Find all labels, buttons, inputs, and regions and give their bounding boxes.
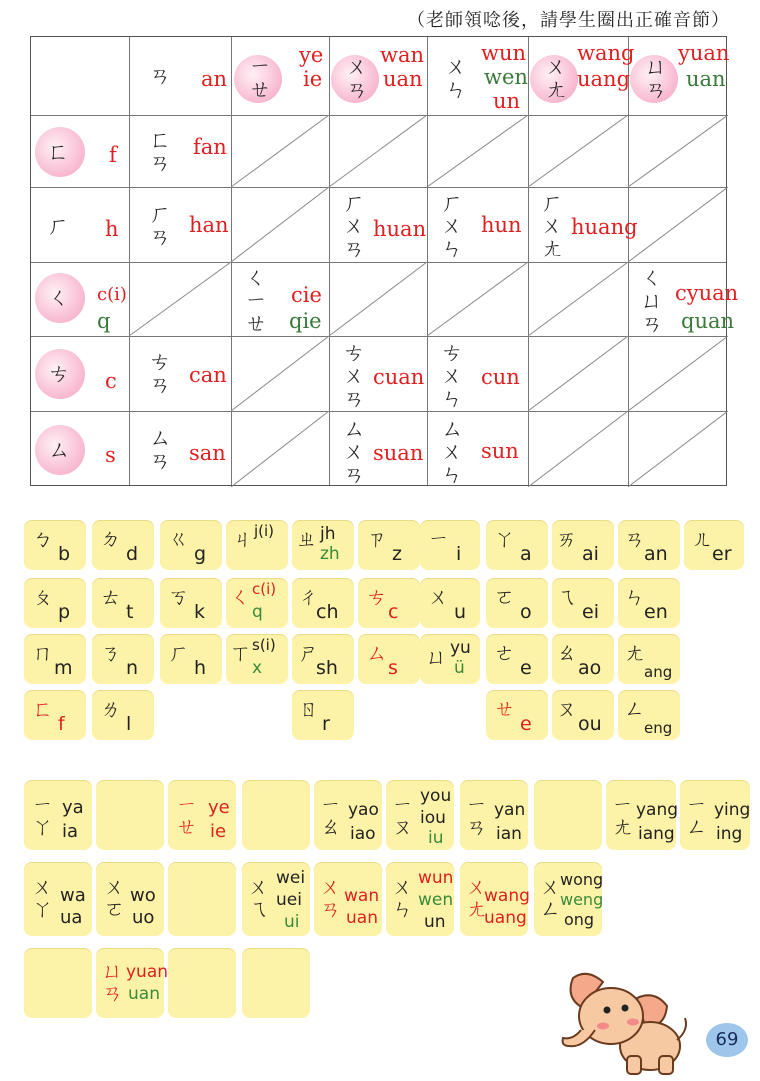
row-q-roman-1: c(i) <box>97 284 127 305</box>
card-yan[interactable] <box>460 780 528 850</box>
card-yao-bopomofo: ㄧㄠ <box>320 793 341 839</box>
header-ie-bopomofo: ㄧㄝ <box>249 55 272 103</box>
card-e[interactable] <box>486 634 548 684</box>
card-c-letter: c <box>388 601 399 623</box>
card-ai-letter: ai <box>582 543 599 565</box>
card-wa[interactable] <box>24 862 92 936</box>
card-q-letter-2: q <box>252 602 263 622</box>
card-er-letter: er <box>712 543 732 565</box>
card-ou-letter: ou <box>578 713 602 735</box>
card-g-bopomofo: ㄍ <box>168 527 189 551</box>
card-ang[interactable] <box>618 634 680 684</box>
card-ya[interactable] <box>24 780 92 850</box>
header-uan-bopomofo: ㄨㄢ <box>346 55 369 103</box>
blank-card[interactable] <box>242 780 310 850</box>
card-a[interactable] <box>486 520 548 570</box>
card-q[interactable] <box>226 578 288 628</box>
card-n-letter: n <box>126 657 139 679</box>
card-an-letter: an <box>644 543 668 565</box>
card-f[interactable] <box>24 690 86 740</box>
card-wa-letter-1: wa <box>60 885 86 906</box>
card-wei-letter-3: ui <box>284 912 300 932</box>
card-s-letter: s <box>388 657 398 679</box>
card-h[interactable] <box>160 634 222 684</box>
card-yang-bopomofo: ㄧㄤ <box>612 793 633 839</box>
card-wo-letter-2: uo <box>132 907 155 928</box>
card-wong-letter-1: wong <box>560 870 604 889</box>
card-yuan-letter-2: uan <box>128 984 160 1004</box>
card-yao-letter-1: yao <box>348 800 379 820</box>
card-ying-letter-2: ing <box>716 824 743 844</box>
cell-han-bopomofo: ㄏㄢ <box>149 202 172 250</box>
card-wa-letter-2: ua <box>60 907 83 928</box>
card-r-letter: r <box>322 713 330 735</box>
card-yu-letter-1: yu <box>450 638 471 658</box>
card-yang-letter-2: iang <box>638 824 675 844</box>
elephant-illustration <box>555 968 695 1078</box>
header-an-bopomofo: ㄢ <box>149 64 172 89</box>
card-n[interactable] <box>92 634 154 684</box>
card-l-bopomofo: ㄌ <box>100 697 121 721</box>
card-e-bopomofo: ㄜ <box>494 641 515 665</box>
cell-san-bopomofo: ㄙㄢ <box>149 426 172 474</box>
card-ou[interactable] <box>552 690 614 740</box>
card-eng-bopomofo: ㄥ <box>624 697 645 721</box>
card-ch[interactable] <box>292 578 354 628</box>
card-z[interactable] <box>358 520 420 570</box>
card-yan-letter-2: ian <box>496 824 522 844</box>
blank-card[interactable] <box>24 948 92 1018</box>
card-ya-bopomofo: ㄧㄚ <box>32 793 53 839</box>
header-ie-roman-1: ye <box>299 43 324 67</box>
cell-suan-roman: suan <box>373 441 424 465</box>
card-eng-letter: eng <box>644 719 673 737</box>
card-o-letter: o <box>520 601 532 623</box>
cell-cyuan-roman-2: quan <box>681 309 735 333</box>
card-wei-letter-1: wei <box>276 868 306 888</box>
cell-huan-bopomofo: ㄏㄨㄢ <box>343 191 366 262</box>
card-er-bopomofo: ㄦ <box>692 527 713 551</box>
card-wei[interactable] <box>242 862 310 936</box>
card-wong-letter-2: weng <box>560 890 604 909</box>
card-u-letter: u <box>454 601 467 623</box>
card-i-bopomofo: ㄧ <box>428 527 449 551</box>
card-wan[interactable] <box>314 862 382 936</box>
card-b[interactable] <box>24 520 86 570</box>
card-ai[interactable] <box>552 520 614 570</box>
card-j-letter: j(i) <box>254 522 275 540</box>
row-f-initial: ㄈ <box>47 140 70 165</box>
card-ao[interactable] <box>552 634 614 684</box>
card-s-bopomofo: ㄙ <box>366 641 387 665</box>
blank-card[interactable] <box>168 862 236 936</box>
row-c-initial: ㄘ <box>48 362 71 387</box>
cell-han-roman: han <box>189 213 229 237</box>
card-ying[interactable] <box>680 780 750 850</box>
card-ya-letter-2: ia <box>62 821 79 842</box>
card-wan-bopomofo: ㄨㄢ <box>320 875 341 921</box>
card-wan-letter-2: uan <box>346 908 378 928</box>
card-yan-bopomofo: ㄧㄢ <box>466 793 487 839</box>
card-ying-bopomofo: ㄧㄥ <box>686 793 707 839</box>
card-yang[interactable] <box>606 780 679 850</box>
card-l[interactable] <box>92 690 154 740</box>
card-wo[interactable] <box>96 862 164 936</box>
card-wei-bopomofo: ㄨㄟ <box>248 875 269 921</box>
header-uan-roman-2: uan <box>383 67 423 91</box>
blank-card[interactable] <box>242 948 310 1018</box>
card-yao[interactable] <box>314 780 382 850</box>
cell-hun-roman: hun <box>481 213 522 237</box>
card-k-letter: k <box>194 601 206 623</box>
card-b-letter: b <box>58 543 71 565</box>
card-wun-letter-2: wen <box>418 890 454 910</box>
card-b-bopomofo: ㄅ <box>32 527 53 551</box>
card-q-bopomofo: ㄑ <box>230 585 251 609</box>
card-t[interactable] <box>92 578 154 628</box>
card-z-letter: z <box>392 543 402 565</box>
card-ao-letter: ao <box>578 657 602 679</box>
card-an[interactable] <box>618 520 680 570</box>
card-c-bopomofo: ㄘ <box>366 585 387 609</box>
card-z-bopomofo: ㄗ <box>366 527 387 551</box>
card-x-letter-1: s(i) <box>252 636 276 654</box>
card-wang-letter-2: uang <box>484 908 527 928</box>
card-e-letter: e <box>520 657 532 679</box>
card-j[interactable] <box>226 520 288 570</box>
card-wa-bopomofo: ㄨㄚ <box>32 875 53 921</box>
card-wo-bopomofo: ㄨㄛ <box>104 875 125 921</box>
card-yu-letter-2: ü <box>454 658 465 678</box>
card-h-bopomofo: ㄏ <box>168 641 189 665</box>
card-you-letter-1: you <box>420 786 452 806</box>
card-g[interactable] <box>160 520 222 570</box>
cell-sun-bopomofo: ㄙㄨㄣ <box>441 417 464 488</box>
card-f-letter: f <box>58 713 65 735</box>
header-un-bopomofo: ㄨㄣ <box>445 55 468 103</box>
card-x-bopomofo: ㄒ <box>230 641 251 665</box>
card-wang[interactable] <box>460 862 528 936</box>
header-uang-roman-1: wang <box>577 41 635 65</box>
cell-cun-bopomofo: ㄘㄨㄣ <box>441 341 464 412</box>
cell-hun-bopomofo: ㄏㄨㄣ <box>441 191 464 262</box>
row-c-roman: c <box>105 369 117 393</box>
row-s-initial: ㄙ <box>48 438 71 463</box>
cell-can-bopomofo: ㄘㄢ <box>149 350 172 398</box>
card-wong[interactable] <box>534 862 602 936</box>
card-en[interactable] <box>618 578 680 628</box>
header-un-roman-2: wen <box>484 65 528 89</box>
row-h-initial: ㄏ <box>47 214 70 239</box>
blank-card[interactable] <box>534 780 602 850</box>
card-d-bopomofo: ㄉ <box>100 527 121 551</box>
page-number: 69 <box>706 1023 748 1057</box>
syllable-grid <box>30 36 739 488</box>
card-yuan-bopomofo: ㄩㄢ <box>102 959 123 1005</box>
header-an-roman: an <box>201 67 228 91</box>
row-s-roman: s <box>105 443 116 467</box>
cell-cyuan-roman-1: cyuan <box>675 281 739 305</box>
card-ao-bopomofo: ㄠ <box>556 641 577 665</box>
card-wo-letter-1: wo <box>130 885 156 906</box>
header-uan-roman-1: wan <box>380 43 425 67</box>
row-f-roman: f <box>109 143 117 167</box>
card-s[interactable] <box>358 634 420 684</box>
card-m-letter: m <box>54 657 73 679</box>
header-un-roman-3: un <box>493 89 521 113</box>
card-d[interactable] <box>92 520 154 570</box>
card-ang-letter: ang <box>644 663 673 681</box>
card-u[interactable] <box>420 578 480 628</box>
card-ye-letter-2: ie <box>210 821 227 842</box>
card-ch-bopomofo: ㄔ <box>298 585 319 609</box>
card-wan-letter-1: wan <box>344 886 380 906</box>
card-a-bopomofo: ㄚ <box>494 527 515 551</box>
card-x[interactable] <box>226 634 288 684</box>
card-ei-letter: ei <box>582 601 599 623</box>
card-ei-bopomofo: ㄟ <box>556 585 577 609</box>
cell-cyuan-bopomofo: ㄑㄩㄢ <box>641 266 664 337</box>
card-m-bopomofo: ㄇ <box>32 641 53 665</box>
card-yuan[interactable] <box>96 948 169 1018</box>
row-q-initial: ㄑ <box>48 286 71 311</box>
card-r-bopomofo: ㄖ <box>298 697 319 721</box>
card-sh-letter: sh <box>316 657 338 679</box>
card-yu[interactable] <box>420 634 480 684</box>
card-r[interactable] <box>292 690 354 740</box>
card-wang-bopomofo: ㄨㄤ <box>466 875 487 921</box>
card-n-bopomofo: ㄋ <box>100 641 121 665</box>
card-ou-bopomofo: ㄡ <box>556 697 577 721</box>
header-yuan-roman-1: yuan <box>678 41 730 65</box>
card-ê-bopomofo: ㄝ <box>494 697 515 721</box>
cell-cuan-bopomofo: ㄘㄨㄢ <box>343 341 366 412</box>
card-u-bopomofo: ㄨ <box>428 585 449 609</box>
blank-card[interactable] <box>168 948 236 1018</box>
cell-fan-bopomofo: ㄈㄢ <box>149 128 172 176</box>
header-yuan-roman-2: uan <box>686 67 726 91</box>
empty-cell-diagonals <box>31 37 728 487</box>
card-ê-letter: e <box>520 713 532 735</box>
card-en-letter: en <box>644 601 668 623</box>
card-ê[interactable] <box>486 690 548 740</box>
cell-cun-roman: cun <box>481 365 520 389</box>
card-sh[interactable] <box>292 634 354 684</box>
card-yuan-letter-1: yuan <box>126 962 169 982</box>
card-x-letter-2: x <box>252 658 263 678</box>
card-jh-letter-2: zh <box>320 544 340 564</box>
card-eng[interactable] <box>618 690 680 740</box>
card-wun-bopomofo: ㄨㄣ <box>392 875 413 921</box>
card-m[interactable] <box>24 634 86 684</box>
card-wun-letter-3: un <box>424 912 446 932</box>
card-ye-letter-1: ye <box>208 797 230 818</box>
card-ye-bopomofo: ㄧㄝ <box>176 793 197 839</box>
cell-fan-roman: fan <box>193 135 227 159</box>
card-ai-bopomofo: ㄞ <box>556 527 577 551</box>
card-j-bopomofo: ㄐ <box>232 527 253 551</box>
card-jh-bopomofo: ㄓ <box>296 527 317 551</box>
card-wei-letter-2: uei <box>276 890 302 910</box>
card-t-bopomofo: ㄊ <box>100 585 121 609</box>
card-k-bopomofo: ㄎ <box>168 585 189 609</box>
card-a-letter: a <box>520 543 532 565</box>
card-ying-letter-1: ying <box>714 800 751 820</box>
cell-cie-roman-1: cie <box>291 283 322 307</box>
cell-cie-bopomofo: ㄑㄧㄝ <box>245 266 268 337</box>
card-yan-letter-1: yan <box>494 800 526 820</box>
card-you-letter-3: iu <box>428 828 444 848</box>
card-c[interactable] <box>358 578 420 628</box>
card-wang-letter-1: wang <box>484 886 530 906</box>
card-yang-letter-1: yang <box>636 800 679 820</box>
card-f-bopomofo: ㄈ <box>32 697 53 721</box>
header-uang-roman-2: uang <box>577 67 631 91</box>
card-ch-letter: ch <box>316 601 339 623</box>
card-wun-letter-1: wun <box>418 868 454 888</box>
instruction: （老師領唸後，請學生圈出正確音節） <box>407 10 730 31</box>
card-yu-bopomofo: ㄩ <box>426 645 447 669</box>
cell-cuan-roman: cuan <box>373 365 425 389</box>
cell-huang-bopomofo: ㄏㄨㄤ <box>541 191 564 262</box>
cell-sun-roman: sun <box>481 439 519 463</box>
card-g-letter: g <box>194 543 207 565</box>
cell-huan-roman: huan <box>373 217 427 241</box>
card-q-letter-1: c(i) <box>252 580 277 598</box>
card-h-letter: h <box>194 657 207 679</box>
card-wong-bopomofo: ㄨㄥ <box>540 875 561 921</box>
cell-cie-roman-2: qie <box>289 309 322 333</box>
cell-san-roman: san <box>189 441 226 465</box>
card-i-letter: i <box>456 543 462 565</box>
card-o-bopomofo: ㄛ <box>494 585 515 609</box>
card-jh-letter-1: jh <box>320 524 336 544</box>
card-wong-letter-3: ong <box>564 910 595 929</box>
card-wun[interactable] <box>386 862 454 936</box>
card-you-letter-2: iou <box>420 808 446 828</box>
blank-card[interactable] <box>96 780 164 850</box>
card-yao-letter-2: iao <box>350 824 376 844</box>
header-yuan-bopomofo: ㄩㄢ <box>645 55 668 103</box>
card-l-letter: l <box>126 713 132 735</box>
row-h-roman: h <box>105 217 119 241</box>
card-k[interactable] <box>160 578 222 628</box>
card-ya-letter-1: ya <box>62 797 84 818</box>
card-an-bopomofo: ㄢ <box>624 527 645 551</box>
card-ei[interactable] <box>552 578 614 628</box>
card-d-letter: d <box>126 543 139 565</box>
header-un-roman-1: wun <box>481 41 527 65</box>
card-p[interactable] <box>24 578 86 628</box>
card-ang-bopomofo: ㄤ <box>624 641 645 665</box>
card-t-letter: t <box>126 601 134 623</box>
card-p-letter: p <box>58 601 71 623</box>
card-i[interactable] <box>420 520 480 570</box>
card-you[interactable] <box>386 780 454 850</box>
card-er[interactable] <box>684 520 744 570</box>
card-ye[interactable] <box>168 780 236 850</box>
card-en-bopomofo: ㄣ <box>624 585 645 609</box>
card-sh-bopomofo: ㄕ <box>298 641 319 665</box>
card-jh[interactable] <box>292 520 354 570</box>
card-p-bopomofo: ㄆ <box>32 585 53 609</box>
cell-suan-bopomofo: ㄙㄨㄢ <box>343 417 366 488</box>
cell-huang-roman: huang <box>571 215 638 239</box>
row-q-roman-2: q <box>97 309 111 333</box>
header-ie-roman-2: ie <box>303 67 323 91</box>
card-you-bopomofo: ㄧㄡ <box>392 793 413 839</box>
header-uang-bopomofo: ㄨㄤ <box>545 55 568 103</box>
card-o[interactable] <box>486 578 548 628</box>
cell-can-roman: can <box>189 363 227 387</box>
